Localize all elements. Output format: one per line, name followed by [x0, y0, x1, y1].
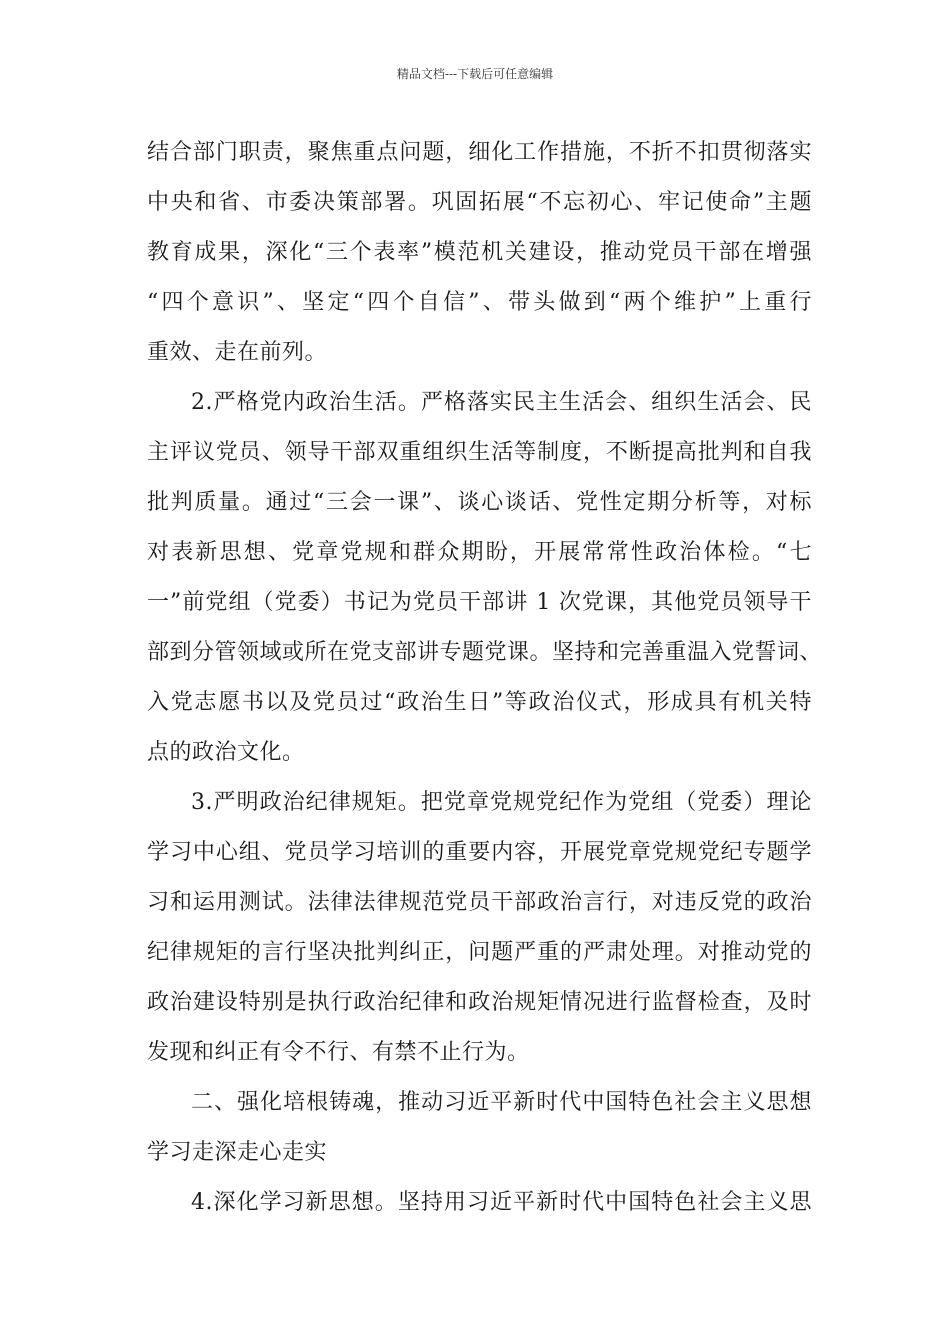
text-line: 点的政治文化。: [147, 740, 305, 765]
text-line: 中央和省、市委决策部署。巩固拓展“不忘初心、牢记使命”主题: [147, 190, 812, 215]
text-line: 学习中心组、党员学习培训的重要内容，开展党章党规党纪专题学: [147, 840, 812, 865]
document-body: [147, 128, 823, 1228]
page-header: 精品文档---下载后可任意编辑: [396, 67, 554, 81]
text-line: 发现和纠正有令不行、有禁不止行为。: [147, 1040, 530, 1065]
text-line: 对表新思想、党章党规和群众期盼，开展常常性政治体检。“七: [147, 540, 812, 565]
text-line: 政治建设特别是执行政治纪律和政治规矩情况进行监督检查，及时: [147, 990, 812, 1015]
paragraph: [147, 128, 812, 378]
text-line: “四个意识”、坚定“四个自信”、带头做到“两个维护”上重行: [147, 290, 812, 315]
text-line: 2.严格党内政治生活。严格落实民主生活会、组织生活会、民: [191, 390, 812, 415]
text-line: 学习走深走心走实: [147, 1140, 328, 1165]
text-line: 3.严明政治纪律规矩。把党章党规党纪作为党组（党委）理论: [191, 790, 812, 815]
text-line: 习和运用测试。法律法律规范党员干部政治言行，对违反党的政治: [147, 890, 812, 915]
paragraph: [147, 378, 823, 778]
paragraph: [147, 1178, 812, 1228]
paragraph: [147, 778, 812, 1078]
text-line: 部到分管领域或所在党支部讲专题党课。坚持和完善重温入党誓词、: [147, 640, 823, 665]
text-line: 4.深化学习新思想。坚持用习近平新时代中国特色社会主义思: [191, 1190, 812, 1215]
text-line: 批判质量。通过“三会一课”、谈心谈话、党性定期分析等，对标: [147, 490, 812, 515]
text-line: 教育成果，深化“三个表率”模范机关建设，推动党员干部在增强: [147, 240, 812, 265]
text-line: 纪律规矩的言行坚决批判纠正，问题严重的严肃处理。对推动党的: [147, 940, 812, 965]
text-line: 主评议党员、领导干部双重组织生活等制度，不断提高批判和自我: [147, 440, 812, 465]
section-heading: [147, 1078, 812, 1178]
text-line: 二、强化培根铸魂，推动习近平新时代中国特色社会主义思想: [191, 1090, 812, 1115]
text-line: 入党志愿书以及党员过“政治生日”等政治仪式，形成具有机关特: [147, 690, 812, 715]
text-line: 重效、走在前列。: [147, 340, 328, 365]
text-line: 一”前党组（党委）书记为党员干部讲 1 次党课，其他党员领导干: [147, 590, 812, 615]
text-line: 结合部门职责，聚焦重点问题，细化工作措施，不折不扣贯彻落实: [147, 140, 812, 165]
